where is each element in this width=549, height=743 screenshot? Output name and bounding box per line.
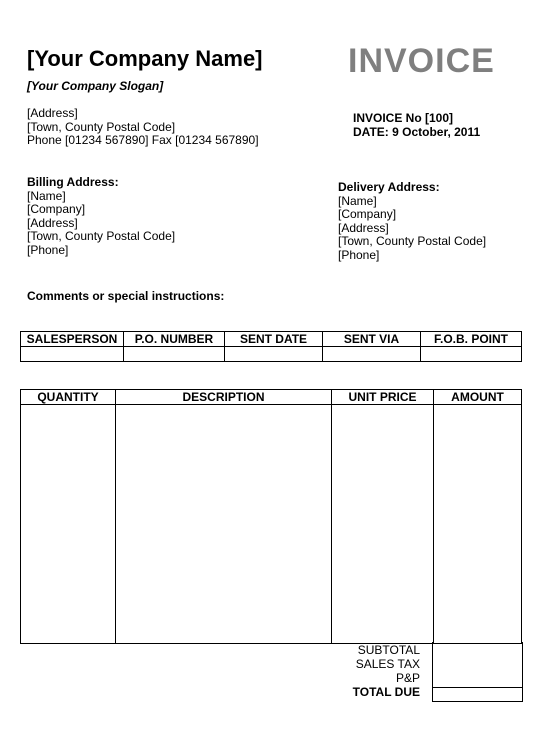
unit-price-column[interactable]: [332, 405, 434, 644]
address-line: [Address]: [27, 106, 78, 120]
sent-via-header: SENT VIA: [323, 332, 421, 347]
billing-name: [Name]: [27, 188, 66, 203]
order-info-value-row: [21, 347, 522, 362]
phone-fax-line: Phone [01234 567890] Fax [01234 567890]: [27, 133, 259, 147]
line-items-header-row: [21, 390, 522, 405]
billing-address-title: Billing Address:: [27, 175, 119, 189]
subtotal-value[interactable]: [433, 642, 522, 657]
line-items-table: [20, 389, 522, 644]
amount-header: AMOUNT: [434, 390, 522, 405]
delivery-phone: [Phone]: [338, 247, 380, 262]
sent-via-cell[interactable]: [323, 347, 421, 362]
sent-date-header: SENT DATE: [225, 332, 323, 347]
town-line: [Town, County Postal Code]: [27, 119, 176, 134]
billing-phone: [Phone]: [27, 242, 69, 257]
subtotal-label: SUBTOTAL: [357, 643, 420, 657]
delivery-address: [338, 181, 486, 262]
totals-labels: [353, 643, 420, 699]
invoice-title: INVOICE: [348, 42, 495, 80]
company-name: [Your Company Name]: [27, 46, 263, 71]
po-number-header: P.O. NUMBER: [124, 332, 225, 347]
invoice-meta: [353, 112, 480, 139]
salesperson-cell[interactable]: [21, 347, 124, 362]
sales-tax-value[interactable]: [433, 657, 522, 672]
description-header: DESCRIPTION: [116, 390, 332, 405]
order-info-header-row: [21, 332, 522, 347]
billing-town: [Town, County Postal Code]: [27, 229, 176, 243]
billing-address: [27, 176, 175, 257]
company-address: [27, 107, 259, 148]
pp-label: P&P: [395, 671, 420, 685]
delivery-address-line: [Address]: [338, 220, 389, 235]
sales-tax-label: SALES TAX: [355, 657, 420, 671]
company-slogan: [Your Company Slogan]: [27, 79, 164, 93]
delivery-address-title: Delivery Address:: [338, 180, 440, 194]
delivery-town: [Town, County Postal Code]: [338, 234, 487, 248]
total-due-value[interactable]: [433, 687, 522, 702]
comments-label: Comments or special instructions:: [27, 289, 225, 303]
invoice-date: DATE: 9 October, 2011: [353, 124, 481, 139]
delivery-name: [Name]: [338, 193, 377, 208]
quantity-column[interactable]: [21, 405, 116, 644]
order-info-table: [20, 331, 522, 362]
fob-point-header: F.O.B. POINT: [421, 332, 522, 347]
sent-date-cell[interactable]: [225, 347, 323, 362]
line-items-body-row: [21, 405, 522, 644]
description-column[interactable]: [116, 405, 332, 644]
delivery-company: [Company]: [338, 207, 397, 221]
billing-address-line: [Address]: [27, 215, 78, 230]
invoice-number: INVOICE No [100]: [353, 111, 454, 125]
totals-values: [432, 642, 523, 702]
amount-column[interactable]: [434, 405, 522, 644]
total-due-label: TOTAL DUE: [352, 685, 420, 699]
billing-company: [Company]: [27, 202, 86, 216]
salesperson-header: SALESPERSON: [21, 332, 124, 347]
fob-point-cell[interactable]: [421, 347, 522, 362]
unit-price-header: UNIT PRICE: [332, 390, 434, 405]
quantity-header: QUANTITY: [21, 390, 116, 405]
pp-value[interactable]: [433, 672, 522, 687]
po-number-cell[interactable]: [124, 347, 225, 362]
